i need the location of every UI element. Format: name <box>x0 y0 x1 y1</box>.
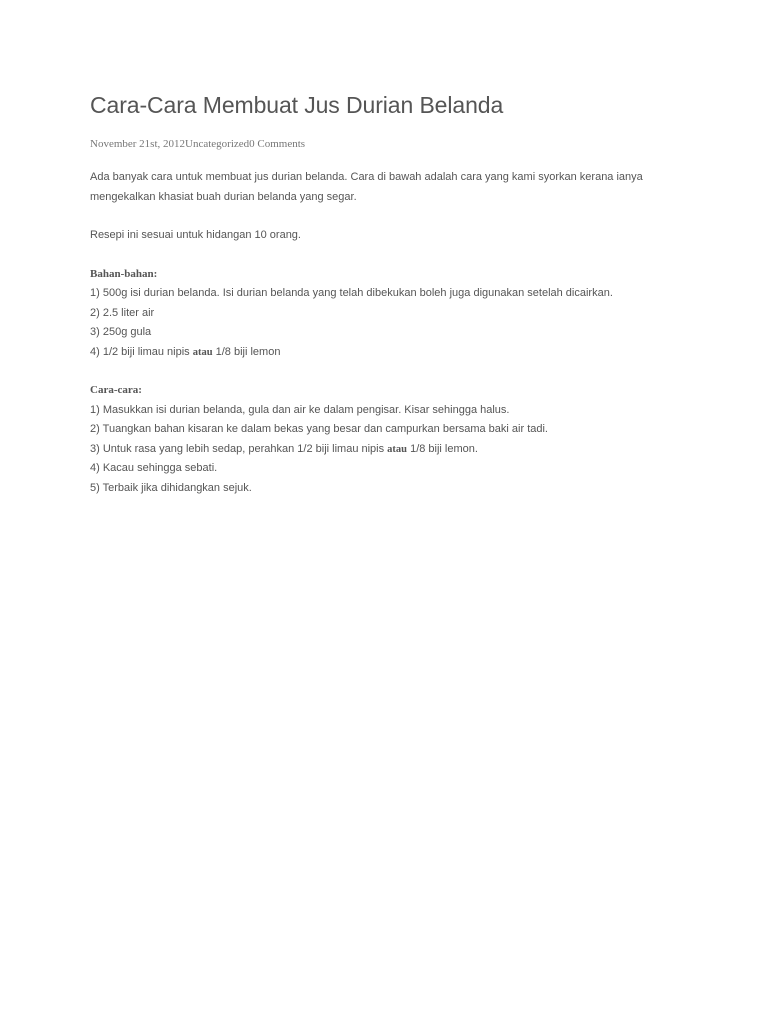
list-item: 1) Masukkan isi durian belanda, gula dan air ke dalam pengisar. Kisar sehingga halus. <box>90 403 510 416</box>
list-item: 4) Kacau sehingga sebati. <box>90 462 218 474</box>
list-item: 5) Terbaik jika dihidangkan sejuk. <box>90 481 252 494</box>
list-item <box>90 343 690 363</box>
category-link[interactable]: Uncategorized <box>185 138 250 150</box>
comments-link[interactable]: 0 Comments <box>249 138 306 150</box>
item-text: 3) Untuk rasa yang lebih sedap, perahkan 1/2 biji limau nipis <box>90 442 388 455</box>
article-title: Cara-Cara Membuat Jus Durian Belanda <box>90 92 504 118</box>
steps-list <box>90 401 690 499</box>
list-item <box>90 440 690 460</box>
list-item: 1) 500g isi durian belanda. Isi durian belanda yang telah dibekukan boleh juga digunakan setelah dicairkan. <box>90 287 613 299</box>
ingredients-list <box>90 284 690 362</box>
steps-heading: Cara-cara: <box>90 384 142 396</box>
item-text: 4) 1/2 biji limau nipis <box>90 345 193 358</box>
conjunction-text: atau <box>387 443 408 455</box>
intro-paragraph <box>90 168 690 207</box>
list-item: 2) 2.5 liter air <box>90 306 155 319</box>
intro-line: Ada banyak cara untuk membuat jus durian belanda. Cara di bawah adalah cara yang kami syorkan kerana ianya <box>90 171 643 183</box>
ingredients-heading: Bahan-bahan: <box>90 267 158 280</box>
list-item: 2) Tuangkan bahan kisaran ke dalam bekas yang besar dan campurkan bersama baki air tadi. <box>90 423 548 435</box>
serving-note: Resepi ini sesuai untuk hidangan 10 orang. <box>90 229 301 241</box>
post-date: November 21st, 2012 <box>90 138 186 150</box>
article <box>90 86 690 498</box>
item-text: 1/8 biji lemon <box>212 345 281 358</box>
intro-line: mengekalkan khasiat buah durian belanda yang segar. <box>90 190 357 203</box>
list-item: 3) 250g gula <box>90 326 152 338</box>
article-meta <box>90 137 690 151</box>
conjunction-text: atau <box>192 346 213 358</box>
item-text: 1/8 biji lemon. <box>407 442 478 455</box>
